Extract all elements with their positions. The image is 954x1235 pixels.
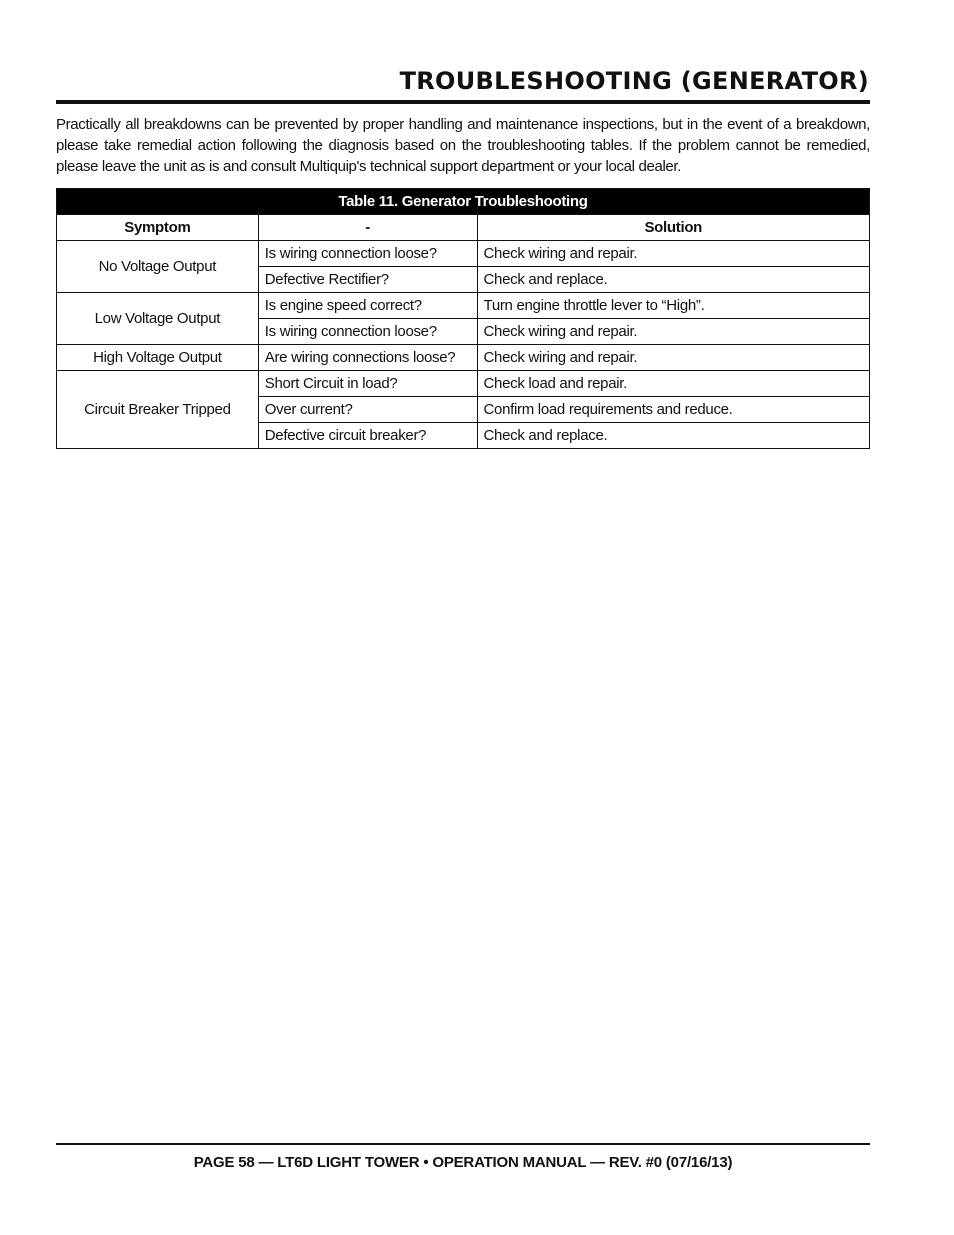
table-row: [57, 371, 870, 397]
table-row: [57, 293, 870, 319]
symptom-cell: Low Voltage Output: [57, 293, 259, 345]
solution-cell: Confirm load requirements and reduce.: [477, 397, 869, 423]
table-row: [57, 345, 870, 371]
page-footer: PAGE 58 — LT6D LIGHT TOWER • OPERATION MANUAL — REV. #0 (07/16/13): [193, 1154, 733, 1171]
symptom-cell: High Voltage Output: [57, 345, 259, 371]
intro-paragraph: Practically all breakdowns can be prevented by proper handling and maintenance inspections, but in the event of a breakdown, please take remedial action following the diagnosis based on the troubleshooting tables. If the problem cannot be remedied, please leave the unit as is and consult Multiquip's technical support department or your local dealer.: [56, 116, 870, 175]
solution-cell: Check and replace.: [477, 423, 869, 449]
solution-cell: Check and replace.: [477, 267, 869, 293]
cause-cell: Defective Rectifier?: [258, 267, 477, 293]
cause-cell: Is wiring connection loose?: [258, 241, 477, 267]
table-caption: Table 11. Generator Troubleshooting: [57, 189, 870, 215]
cause-cell: Short Circuit in load?: [258, 371, 477, 397]
cause-cell: Defective circuit breaker?: [258, 423, 477, 449]
column-header-cause: -: [258, 215, 477, 241]
footer-divider: [56, 1143, 870, 1145]
cause-cell: Is wiring connection loose?: [258, 319, 477, 345]
cause-cell: Are wiring connections loose?: [258, 345, 477, 371]
solution-cell: Check wiring and repair.: [477, 241, 869, 267]
symptom-cell: Circuit Breaker Tripped: [57, 371, 259, 449]
troubleshooting-table: [56, 188, 870, 449]
table-header-row: [57, 215, 870, 241]
table-row: [57, 241, 870, 267]
title-divider: [56, 100, 870, 104]
column-header-solution: Solution: [477, 215, 869, 241]
page-title: TROUBLESHOOTING (GENERATOR): [399, 67, 869, 95]
solution-cell: Turn engine throttle lever to “High”.: [477, 293, 869, 319]
solution-cell: Check wiring and repair.: [477, 319, 869, 345]
table-caption-row: [57, 189, 870, 215]
cause-cell: Over current?: [258, 397, 477, 423]
solution-cell: Check wiring and repair.: [477, 345, 869, 371]
cause-cell: Is engine speed correct?: [258, 293, 477, 319]
symptom-cell: No Voltage Output: [57, 241, 259, 293]
column-header-symptom: Symptom: [57, 215, 259, 241]
solution-cell: Check load and repair.: [477, 371, 869, 397]
